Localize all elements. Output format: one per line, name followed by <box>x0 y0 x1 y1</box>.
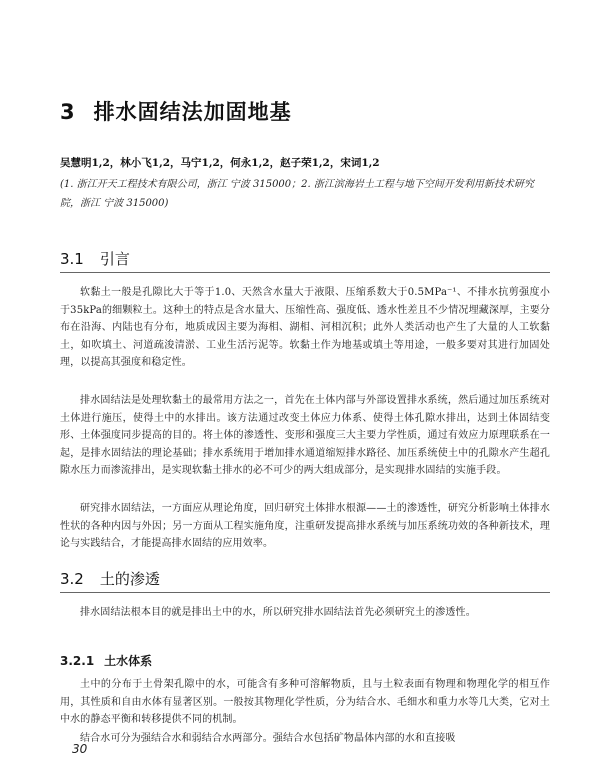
section-number: 3.1 <box>60 250 84 268</box>
paragraph: 软黏土一般是孔隙比大于等于1.0、天然含水量大于液限、压缩系数大于0.5MPa⁻¹、不排水抗剪强度小于35kPa的细颗粒土。这种土的特点是含水量大、压缩性高、强度低、透水性差且不少情况埋藏深厚，主要分布在沿海、内陆也有分布，地质成因主要为海相、湖相、河相沉积；此外人类活动也产生了大量的人工软黏土，如吹填土、河道疏浚清淤、工业生活污泥等。软黏土作为地基或填土等用途，一般多要对其进行加固处理，以提高其强度和稳定性。 <box>60 287 550 369</box>
section-heading-intro <box>60 248 130 269</box>
paragraph: 土中的分布于土骨架孔隙中的水，可能含有多种可溶解物质，且与土粒表面有物理和物理化学的相互作用，其性质和自由水体有显著区别。一般按其物理化学性质，分为结合水、毛细水和重力水等几大类，它对土中水的静态平衡和转移提供不同的机制。 <box>60 679 550 726</box>
paragraph: 研究排水固结法，一方面应从理论角度，回归研究土体排水根源——土的渗透性，研究分析影响土体排水性状的各种内因与外因；另一方面从工程实施角度，注重研发提高排水系统与加压系统功效的各种新技术，理论与实践结合，才能提高排水固结的应用效率。 <box>60 503 550 550</box>
section-number: 3.2 <box>60 570 84 588</box>
section-divider <box>60 592 550 593</box>
paragraph: 排水固结法根本目的就是排出土中的水，所以研究排水固结法首先必须研究土的渗透性。 <box>80 607 476 618</box>
chapter-number: 3 <box>60 100 76 124</box>
chapter-title <box>60 96 292 126</box>
author-affiliation: (1. 浙江开天工程技术有限公司，浙江 宁波 315000；2. 浙江滨海岩土工程与地下空间开发利用新技术研究院，浙江 宁波 315000) <box>60 179 534 209</box>
section-divider <box>60 272 550 273</box>
subsection-number: 3.2.1 <box>60 654 95 668</box>
subsection-title: 土水体系 <box>104 654 153 668</box>
page-number: 30 <box>72 742 88 756</box>
paragraph: 排水固结法是处理软黏土的最常用方法之一，首先在土体内部与外部设置排水系统，然后通过加压系统对土体进行施压，使得土中的水排出。该方法通过改变土体应力体系、使得土体孔隙水排出，达到土体固结变形、土体强度同步提高的目的。将土体的渗透性、变形和强度三大主要力学性质，通过有效应力原理联系在一起，是排水固结法的理论基础；排水系统用于增加排水通道缩短排水路径、加压系统使土中的孔隙水产生超孔隙水压力而渗流排出，是实现软黏土排水的必不可少的两大组成部分，是实现排水固结的实施手段。 <box>60 395 550 477</box>
subsection-heading-soil-water <box>60 652 152 669</box>
chapter-title-text: 排水固结法加固地基 <box>93 100 292 124</box>
section-heading-seepage <box>60 568 160 589</box>
section-title: 土的渗透 <box>99 570 160 588</box>
paragraph: 结合水可分为强结合水和弱结合水两部分。强结合水包括矿物晶体内部的水和直接吸 <box>80 733 456 744</box>
author-list: 吴慧明1,2，林小飞1,2，马宁1,2，何永1,2，赵子荣1,2，宋词1,2 <box>60 157 380 169</box>
section-title: 引言 <box>99 250 130 268</box>
